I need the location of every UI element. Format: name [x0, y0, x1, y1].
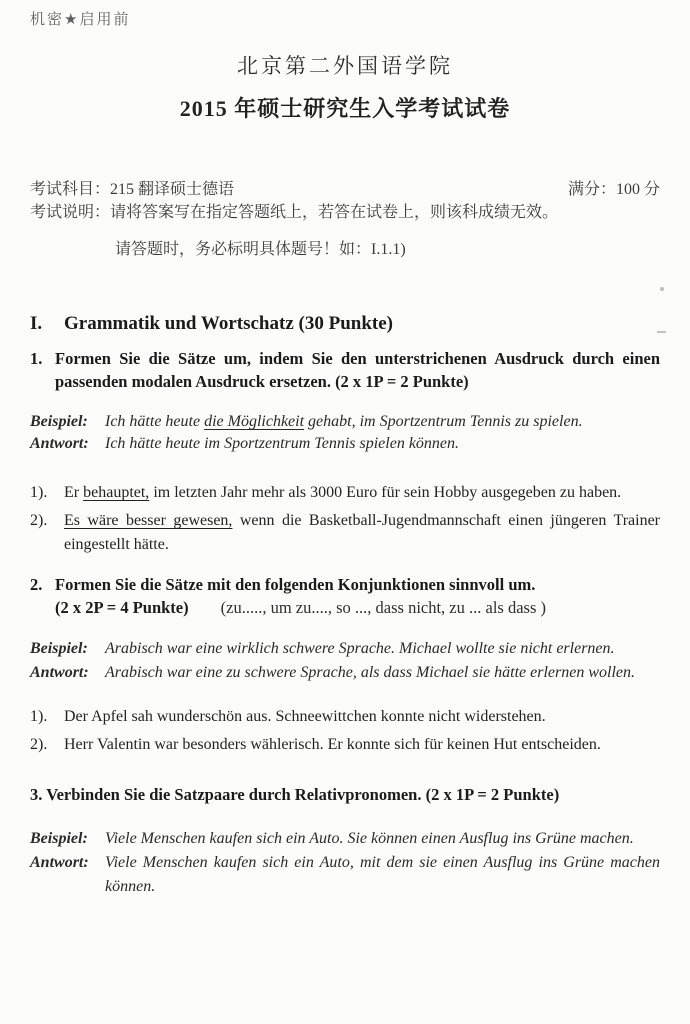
list-item — [30, 481, 660, 505]
antwort-row — [30, 433, 660, 455]
points-label: (2 x 2P = 4 Punkte) — [55, 598, 189, 617]
item-text — [64, 481, 660, 505]
question-1-example — [30, 411, 660, 455]
conjunction-list: (zu....., um zu...., so ..., dass nicht, zu ... als dass ) — [220, 598, 546, 617]
item-number: 2). — [30, 512, 48, 529]
beispiel-row — [30, 827, 660, 851]
section-title: Grammatik und Wortschatz (30 Punkte) — [64, 313, 393, 334]
question-2-items — [30, 705, 660, 757]
beispiel-row — [30, 411, 660, 433]
section-number: I. — [30, 313, 43, 334]
antwort-label: Antwort: — [30, 854, 89, 871]
subject-value: 215 翻译硕士德语 — [110, 181, 235, 198]
beispiel-pre: Ich hätte heute — [105, 413, 205, 430]
item-number: 2). — [30, 736, 48, 753]
question-text: Formen Sie die Sätze um, indem Sie den unterstrichenen Ausdruck durch einen passenden modalen Ausdruck ersetzen. (2 x 1P = 2 Punkte) — [55, 349, 660, 391]
scan-artifact-dot — [660, 287, 664, 291]
beispiel-text: Arabisch war eine wirklich schwere Sprache. Michael wollte sie nicht erlernen. — [105, 640, 615, 657]
question-2-example — [30, 637, 660, 685]
question-text — [55, 573, 660, 619]
subject-line — [30, 178, 234, 201]
antwort-text: Arabisch war eine zu schwere Sprache, als dass Michael sie hätte erlernen wollen. — [105, 664, 635, 681]
item-pre: Er — [64, 484, 84, 501]
item-number: 1). — [30, 708, 48, 725]
list-item — [30, 733, 660, 757]
item-post: im letzten Jahr mehr als 3000 Euro für sein Hobby ausgegeben zu haben. — [149, 484, 622, 501]
question-2-heading — [30, 573, 660, 619]
instruction-label: 考试说明： — [30, 204, 111, 221]
antwort-label: Antwort: — [30, 435, 89, 452]
answer-note: 请答题时，务必标明具体题号！如：I.1.1) — [115, 241, 406, 258]
item-text: Der Apfel sah wunderschön aus. Schneewittchen konnte nicht widerstehen. — [64, 708, 546, 725]
antwort-text: Ich hätte heute im Sportzentrum Tennis spielen können. — [105, 435, 460, 452]
item-text — [64, 509, 660, 557]
question-3-heading: 3. Verbinden Sie die Satzpaare durch Relativpronomen. (2 x 1P = 2 Punkte) — [30, 785, 560, 804]
question-3-example — [30, 827, 660, 899]
item-text: Herr Valentin war besonders wählerisch. Er konnte sich für keinen Hut entscheiden. — [64, 736, 601, 753]
item-number: 1). — [30, 484, 48, 501]
beispiel-underlined: die Möglichkeit — [204, 413, 305, 430]
beispiel-row — [30, 637, 660, 661]
exam-title: 2015 年硕士研究生入学考试试卷 — [179, 96, 511, 121]
full-score: 满分：100 分 — [567, 181, 660, 198]
beispiel-label: Beispiel: — [30, 413, 88, 430]
section-1-heading — [30, 311, 660, 337]
question-2-points-line — [55, 596, 660, 619]
question-number: 2. — [30, 575, 43, 594]
question-1-heading — [30, 347, 660, 393]
beispiel-text — [105, 411, 660, 433]
antwort-row — [30, 851, 660, 899]
antwort-text: Viele Menschen kaufen sich ein Auto, mit dem sie einen Ausflug ins Grüne machen können. — [105, 854, 660, 895]
antwort-label: Antwort: — [30, 664, 89, 681]
instruction-text: 请将答案写在指定答题纸上，若答在试卷上，则该科成绩无效。 — [110, 204, 559, 221]
confidential-mark: 机密★启用前 — [30, 11, 131, 28]
list-item — [30, 509, 660, 557]
beispiel-label: Beispiel: — [30, 830, 88, 847]
list-item — [30, 705, 660, 729]
item-post: wenn die Basketball-Jugendmannschaft einen jüngeren Trainer eingestellt hätte. — [64, 512, 660, 553]
antwort-row — [30, 661, 660, 685]
question-2-text: Formen Sie die Sätze mit den folgenden Konjunktionen sinnvoll um. — [55, 575, 536, 594]
exam-meta — [30, 178, 660, 261]
question-1-items — [30, 481, 660, 557]
subject-label: 考试科目： — [30, 181, 111, 198]
beispiel-post: gehabt, im Sportzentrum Tennis zu spielen. — [304, 413, 583, 430]
university-name: 北京第二外国语学院 — [237, 54, 453, 78]
question-number: 1. — [30, 349, 43, 368]
item-underlined: Es wäre besser gewesen, — [64, 512, 233, 529]
beispiel-text: Viele Menschen kaufen sich ein Auto. Sie können einen Ausflug ins Grüne machen. — [105, 830, 634, 847]
beispiel-label: Beispiel: — [30, 640, 88, 657]
exam-instruction — [30, 201, 660, 224]
scan-artifact-dash — [657, 331, 666, 333]
item-underlined: behauptet, — [83, 484, 150, 501]
